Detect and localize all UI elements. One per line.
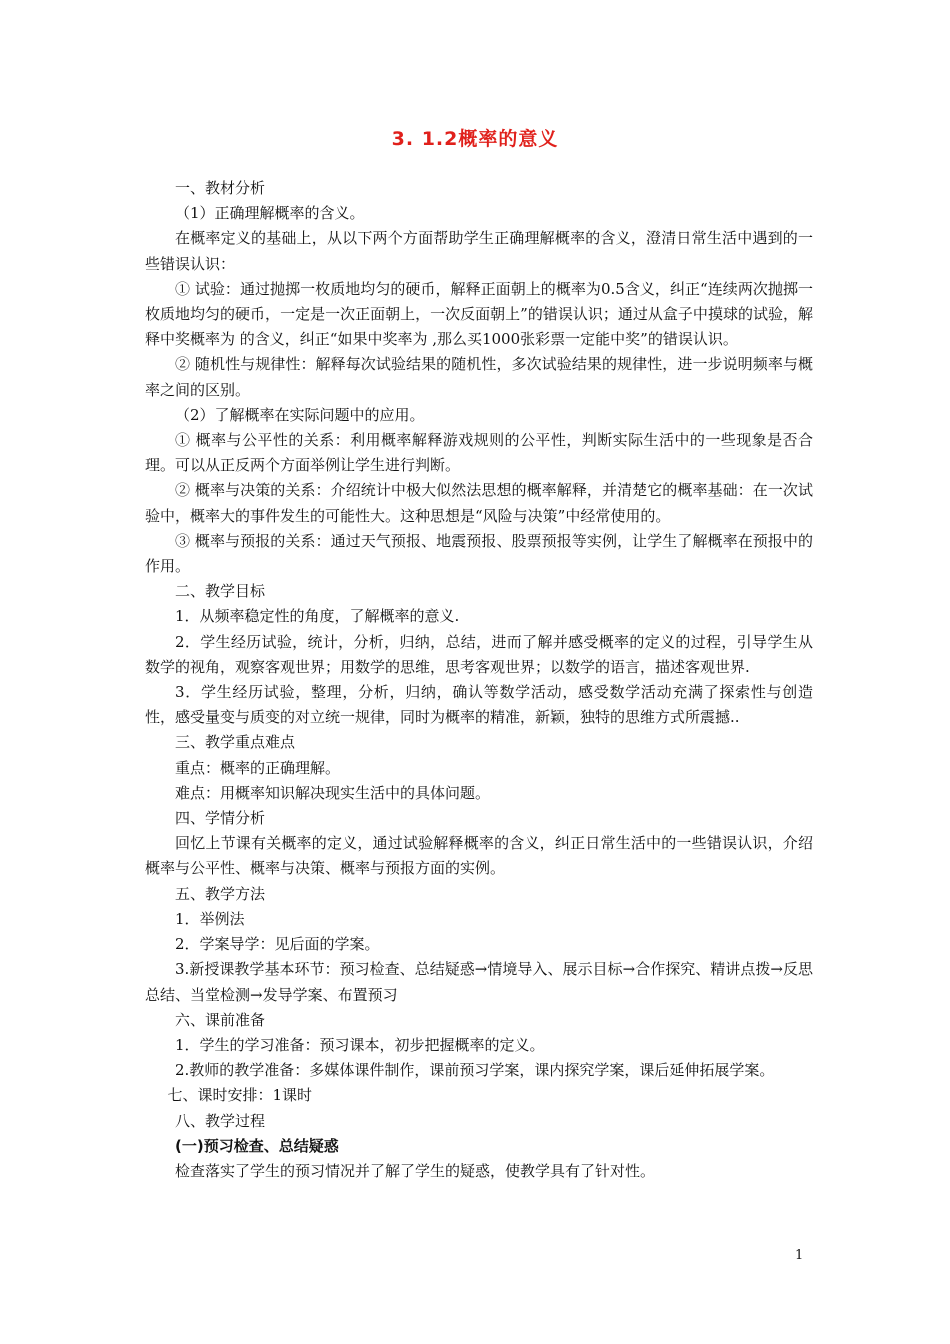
process-subheading: (一)预习检查、总结疑惑 [175, 1136, 339, 1155]
objective-item: 2．学生经历试验，统计，分析，归纳，总结，进而了解并感受概率的定义的过程，引导学生从数学的视角，观察客观世界；用数学的思维，思考客观世界；以数学的语言，描述客观世界. [145, 632, 813, 676]
section-heading-preparation: 六、课前准备 [175, 1010, 266, 1029]
document-title: 3. 1.2概率的意义 [391, 128, 559, 150]
section-heading-key-points: 三、教学重点难点 [175, 733, 296, 752]
body-paragraph: 在概率定义的基础上，从以下两个方面帮助学生正确理解概率的含义，澄清日常生活中遇到的一些错误认识： [145, 229, 813, 273]
body-paragraph: 检查落实了学生的预习情况并了解了学生的疑惑，使教学具有了针对性。 [175, 1161, 656, 1180]
page-number: 1 [795, 1248, 804, 1263]
section-heading-student-analysis: 四、学情分析 [175, 809, 266, 828]
document-body [145, 176, 813, 1184]
preparation-item: 1．学生的学习准备：预习课本，初步把握概率的定义。 [175, 1035, 545, 1054]
method-item: 2．学案导学：见后面的学案。 [175, 935, 380, 954]
subsection-heading: （1）正确理解概率的含义。 [175, 204, 365, 223]
subsection-heading: （2）了解概率在实际问题中的应用。 [175, 405, 425, 424]
body-paragraph: 回忆上节课有关概率的定义，通过试验解释概率的含义，纠正日常生活中的一些错误认识，介绍概率与公平性、概率与决策、概率与预报方面的实例。 [145, 834, 813, 878]
method-item: 3.新授课教学基本环节：预习检查、总结疑惑→情境导入、展示目标→合作探究、精讲点拨→反思总结、当堂检测→发导学案、布置预习 [145, 960, 813, 1004]
section-heading-schedule: 七、课时安排：1课时 [167, 1086, 313, 1105]
section-heading-objectives: 二、教学目标 [175, 582, 266, 601]
method-item: 1．举例法 [175, 909, 245, 928]
objective-item: 1．从频率稳定性的角度，了解概率的意义. [175, 607, 460, 626]
body-paragraph: 重点：概率的正确理解。 [175, 758, 341, 777]
body-paragraph: ① 概率与公平性的关系：利用概率解释游戏规则的公平性，判断实际生活中的一些现象是否合理。可以从正反两个方面举例让学生进行判断。 [145, 431, 813, 475]
preparation-item: 2.教师的教学准备：多媒体课件制作，课前预习学案，课内探究学案，课后延伸拓展学案。 [175, 1061, 775, 1080]
section-heading-analysis: 一、教材分析 [175, 179, 266, 197]
body-paragraph: ② 随机性与规律性：解释每次试验结果的随机性，多次试验结果的规律性，进一步说明频率与概率之间的区别。 [145, 355, 813, 399]
body-paragraph: ② 概率与决策的关系：介绍统计中极大似然法思想的概率解释，并清楚它的概率基础：在一次试验中，概率大的事件发生的可能性大。这种思想是“风险与决策”中经常使用的。 [145, 481, 813, 525]
section-heading-process: 八、教学过程 [175, 1111, 266, 1130]
body-paragraph: ③ 概率与预报的关系：通过天气预报、地震预报、股票预报等实例，让学生了解概率在预报中的作用。 [145, 531, 813, 576]
body-paragraph: 难点：用概率知识解决现实生活中的具体问题。 [175, 783, 491, 802]
objective-item: 3．学生经历试验，整理，分析，归纳，确认等数学活动，感受数学活动充满了探索性与创造性，感受量变与质变的对立统一规律，同时为概率的精准，新颖，独特的思维方式所震撼.. [145, 683, 813, 727]
body-paragraph: ① 试验：通过抛掷一枚质地均匀的硬币，解释正面朝上的概率为0.5含义，纠正“连续两次抛掷一枚质地均匀的硬币，一定是一次正面朝上，一次反面朝上”的错误认识；通过从盒子中摸球的试验，解释中奖概率为 的含义，纠正“如果中奖率为 ,那么买1000张彩票一定能中奖”的错误认识。 [145, 279, 813, 349]
section-heading-methods: 五、教学方法 [175, 884, 266, 903]
